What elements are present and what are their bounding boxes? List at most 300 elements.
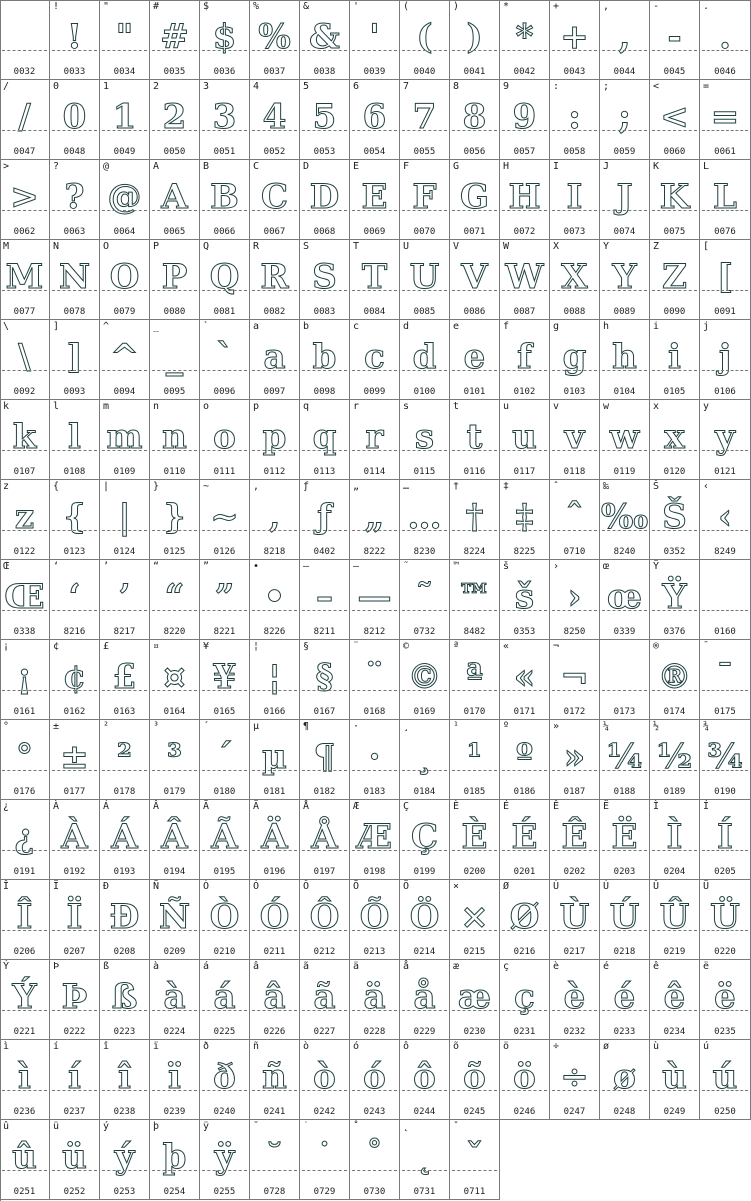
- glyph-code-label: 0104: [613, 387, 636, 397]
- glyph-character-label: ^: [103, 321, 110, 332]
- baseline-guide: [2, 370, 47, 371]
- glyph-cell: [350, 0, 400, 80]
- glyph-cell: [0, 880, 50, 960]
- glyph-sample: î: [118, 1057, 131, 1097]
- glyph-sample: t: [466, 417, 483, 457]
- glyph-sample: 6: [362, 97, 387, 137]
- glyph-sample: l: [68, 417, 81, 457]
- glyph-sample: ‹: [718, 497, 732, 537]
- glyph-character-label: |: [103, 481, 110, 492]
- glyph-cell: [100, 240, 150, 320]
- glyph-sample: ä: [363, 977, 386, 1017]
- glyph-cell: [350, 720, 400, 800]
- glyph-cell: [50, 720, 100, 800]
- glyph-character-label: z: [3, 481, 10, 492]
- glyph-code-label: 0198: [363, 867, 386, 877]
- glyph-sample: .: [719, 17, 731, 57]
- glyph-sample: ƒ: [317, 497, 332, 537]
- glyph-sample: š: [514, 577, 535, 617]
- glyph-code-label: 0728: [263, 1187, 286, 1197]
- glyph-character-label: è: [553, 961, 560, 972]
- glyph-cell: [100, 1040, 150, 1120]
- baseline-guide: [602, 930, 647, 931]
- glyph-code-label: 0076: [714, 227, 736, 237]
- glyph-character-label: 4: [253, 81, 260, 92]
- baseline-guide: [452, 1010, 497, 1011]
- glyph-sample: z: [14, 497, 35, 537]
- glyph-character-label: $: [203, 1, 210, 12]
- glyph-code-label: 8220: [163, 627, 186, 637]
- glyph-code-label: 0234: [663, 1027, 686, 1037]
- glyph-code-label: 0092: [13, 387, 36, 397]
- glyph-cell: [550, 0, 600, 80]
- glyph-code-label: 0051: [213, 147, 236, 157]
- glyph-character-label: £: [103, 641, 110, 652]
- glyph-sample: ˆ: [566, 497, 583, 537]
- glyph-code-label: 0044: [613, 67, 636, 77]
- glyph-sample: K: [659, 177, 690, 217]
- glyph-sample: ß: [111, 977, 138, 1017]
- glyph-code-label: 0032: [13, 67, 36, 77]
- glyph-cell: [400, 0, 450, 80]
- baseline-guide: [602, 370, 647, 371]
- glyph-sample: :: [568, 97, 581, 137]
- glyph-code-label: 0082: [263, 307, 286, 317]
- glyph-sample: h: [612, 337, 637, 377]
- glyph-code-label: 0055: [413, 147, 436, 157]
- glyph-sample: «: [513, 657, 536, 697]
- baseline-guide: [402, 530, 447, 531]
- glyph-code-label: 0077: [13, 307, 36, 317]
- glyph-cell: [50, 320, 100, 400]
- baseline-guide: [52, 1170, 97, 1171]
- glyph-code-label: 0103: [563, 387, 586, 397]
- glyph-code-label: 0117: [513, 467, 536, 477]
- glyph-character-label: …: [403, 481, 410, 492]
- baseline-guide: [352, 1170, 397, 1171]
- glyph-sample: -: [667, 17, 682, 57]
- glyph-sample: /: [18, 97, 31, 137]
- glyph-cell: [200, 720, 250, 800]
- glyph-sample: À: [61, 817, 88, 857]
- glyph-cell: [350, 1040, 400, 1120]
- glyph-character-label: ’: [103, 561, 110, 572]
- glyph-sample: r: [365, 417, 384, 457]
- glyph-code-label: 0178: [113, 787, 136, 797]
- glyph-code-label: 0240: [213, 1107, 236, 1117]
- glyph-character-label: Î: [3, 881, 10, 892]
- baseline-guide: [402, 1170, 447, 1171]
- glyph-code-label: 0200: [463, 867, 486, 877]
- glyph-code-label: 0068: [313, 227, 336, 237]
- glyph-sample: <: [660, 97, 689, 137]
- glyph-cell: [700, 720, 751, 800]
- glyph-cell: [650, 560, 700, 640]
- glyph-cell: [300, 160, 350, 240]
- glyph-character-label: Å: [303, 801, 310, 812]
- glyph-character-label: O: [103, 241, 110, 252]
- glyph-code-label: 0112: [263, 467, 286, 477]
- baseline-guide: [202, 290, 247, 291]
- glyph-character-label: ó: [353, 1041, 360, 1052]
- baseline-guide: [702, 290, 748, 291]
- glyph-sample: ã: [313, 977, 336, 1017]
- glyph-character-label: .: [703, 1, 710, 12]
- glyph-character-label: s: [403, 401, 410, 412]
- glyph-character-label: ö: [503, 1041, 510, 1052]
- glyph-sample: °: [16, 737, 33, 777]
- glyph-code-label: 0183: [363, 787, 386, 797]
- glyph-cell: [500, 800, 550, 880]
- glyph-cell: [450, 880, 500, 960]
- glyph-code-label: 0228: [363, 1027, 386, 1037]
- baseline-guide: [302, 290, 347, 291]
- glyph-sample: \: [18, 337, 31, 377]
- baseline-guide: [302, 930, 347, 931]
- glyph-character-label: ´: [203, 721, 210, 732]
- glyph-character-label: U: [403, 241, 410, 252]
- glyph-sample: [: [716, 257, 734, 297]
- glyph-cell: [100, 160, 150, 240]
- baseline-guide: [552, 850, 597, 851]
- baseline-guide: [102, 610, 147, 611]
- glyph-character-label: 7: [403, 81, 410, 92]
- baseline-guide: [52, 690, 97, 691]
- glyph-code-label: 0067: [263, 227, 286, 237]
- glyph-character-label: 9: [503, 81, 510, 92]
- glyph-cell: [500, 720, 550, 800]
- glyph-cell: [500, 560, 550, 640]
- glyph-code-label: 0120: [663, 467, 686, 477]
- glyph-sample: F: [412, 177, 437, 217]
- baseline-guide: [552, 290, 597, 291]
- glyph-character-label: ": [103, 1, 110, 12]
- glyph-cell: [200, 160, 250, 240]
- glyph-character-label: ,: [603, 1, 610, 12]
- glyph-cell: [450, 160, 500, 240]
- glyph-cell: [50, 560, 100, 640]
- glyph-cell: [150, 480, 200, 560]
- baseline-guide: [102, 50, 147, 51]
- baseline-guide: [552, 530, 597, 531]
- glyph-character-label: ×: [453, 881, 460, 892]
- glyph-code-label: 0073: [563, 227, 586, 237]
- glyph-sample: =: [710, 97, 740, 137]
- glyph-sample: ù: [662, 1057, 687, 1097]
- glyph-sample: º: [516, 737, 533, 777]
- glyph-character-label: Ë: [603, 801, 610, 812]
- glyph-sample: I: [566, 177, 583, 217]
- glyph-code-label: 0098: [313, 387, 336, 397]
- baseline-guide: [2, 1090, 47, 1091]
- glyph-sample: ú: [712, 1057, 738, 1097]
- glyph-sample: Ö: [409, 897, 440, 937]
- glyph-code-label: 0061: [714, 147, 736, 157]
- glyph-character-label: þ: [153, 1121, 160, 1132]
- glyph-character-label: ¯: [703, 641, 710, 652]
- glyph-character-label: Ú: [603, 881, 610, 892]
- glyph-character-label: &: [303, 1, 310, 12]
- glyph-character-label: K: [653, 161, 660, 172]
- glyph-code-label: 0376: [663, 627, 686, 637]
- baseline-guide: [102, 1010, 147, 1011]
- baseline-guide: [652, 130, 697, 131]
- glyph-character-label: e: [453, 321, 460, 332]
- glyph-cell: [250, 480, 300, 560]
- glyph-cell: [600, 80, 650, 160]
- glyph-code-label: 0050: [163, 147, 186, 157]
- glyph-code-label: 0171: [513, 707, 536, 717]
- baseline-guide: [502, 290, 547, 291]
- glyph-sample: a: [263, 337, 286, 377]
- glyph-sample: ‰: [600, 497, 649, 537]
- glyph-sample: ?: [64, 177, 85, 217]
- glyph-code-label: 0206: [13, 947, 36, 957]
- glyph-cell: [300, 1040, 350, 1120]
- glyph-character-label: [: [703, 241, 710, 252]
- glyph-character-label: ˚: [353, 1121, 360, 1132]
- glyph-character-label: Á: [103, 801, 110, 812]
- glyph-code-label: 0338: [13, 627, 36, 637]
- glyph-code-label: 0052: [263, 147, 286, 157]
- glyph-cell: [500, 880, 550, 960]
- baseline-guide: [152, 210, 197, 211]
- baseline-guide: [252, 930, 297, 931]
- glyph-cell: [300, 480, 350, 560]
- glyph-sample: í: [68, 1057, 81, 1097]
- glyph-cell: [700, 480, 751, 560]
- glyph-code-label: 0088: [563, 307, 586, 317]
- glyph-character-label: ñ: [253, 1041, 260, 1052]
- glyph-code-label: 8225: [513, 547, 536, 557]
- baseline-guide: [402, 130, 447, 131]
- glyph-cell: [650, 400, 700, 480]
- glyph-code-label: 0164: [163, 707, 186, 717]
- glyph-character-label: Þ: [53, 961, 60, 972]
- glyph-code-label: 0217: [563, 947, 586, 957]
- glyph-character-label: q: [303, 401, 310, 412]
- glyph-character-label: Ô: [303, 881, 310, 892]
- baseline-guide: [502, 930, 547, 931]
- glyph-code-label: 0090: [663, 307, 686, 317]
- glyph-sample: Á: [111, 817, 138, 857]
- glyph-character-label: Ð: [103, 881, 110, 892]
- glyph-code-label: 0174: [663, 707, 686, 717]
- baseline-guide: [152, 450, 197, 451]
- glyph-cell: [250, 1040, 300, 1120]
- glyph-sample: m: [106, 417, 143, 457]
- glyph-character-label: Œ: [3, 561, 10, 572]
- glyph-character-label: Ç: [403, 801, 410, 812]
- glyph-code-label: 0173: [613, 707, 636, 717]
- glyph-character-label: n: [153, 401, 160, 412]
- glyph-code-label: 0180: [213, 787, 236, 797]
- glyph-code-label: 0215: [463, 947, 486, 957]
- glyph-code-label: 0170: [463, 707, 486, 717]
- glyph-cell: [600, 560, 650, 640]
- baseline-guide: [52, 610, 97, 611]
- glyph-code-label: 0729: [313, 1187, 336, 1197]
- glyph-code-label: 0064: [113, 227, 136, 237]
- glyph-character-label: <: [653, 81, 660, 92]
- glyph-character-label: -: [653, 1, 660, 12]
- baseline-guide: [252, 450, 297, 451]
- glyph-code-label: 0195: [213, 867, 236, 877]
- glyph-cell: [0, 0, 50, 80]
- baseline-guide: [52, 850, 97, 851]
- glyph-character-label: h: [603, 321, 610, 332]
- baseline-guide: [302, 450, 347, 451]
- glyph-cell: [0, 320, 50, 400]
- glyph-sample: þ: [162, 1137, 187, 1177]
- baseline-guide: [402, 1010, 447, 1011]
- baseline-guide: [52, 930, 97, 931]
- baseline-guide: [552, 210, 597, 211]
- glyph-character-label: 0: [53, 81, 60, 92]
- glyph-cell: [50, 240, 100, 320]
- glyph-sample: %: [258, 17, 291, 57]
- glyph-sample: V: [461, 257, 488, 297]
- glyph-code-label: 0094: [113, 387, 136, 397]
- glyph-sample: ÷: [560, 1057, 589, 1097]
- glyph-sample: ˘: [266, 1137, 283, 1177]
- glyph-character-label: Ÿ: [653, 561, 660, 572]
- glyph-character-label: ¬: [553, 641, 560, 652]
- glyph-character-label: \: [3, 321, 10, 332]
- glyph-character-label: >: [3, 161, 10, 172]
- baseline-guide: [652, 930, 697, 931]
- glyph-cell: [300, 0, 350, 80]
- glyph-code-label: 0197: [313, 867, 336, 877]
- glyph-cell: [200, 640, 250, 720]
- glyph-code-label: 0079: [113, 307, 136, 317]
- glyph-cell: [400, 400, 450, 480]
- glyph-sample: ¯: [716, 657, 734, 697]
- glyph-cell: [550, 960, 600, 1040]
- glyph-character-label: R: [253, 241, 260, 252]
- glyph-code-label: 8216: [63, 627, 86, 637]
- baseline-guide: [202, 930, 247, 931]
- glyph-sample: Ñ: [158, 897, 191, 937]
- baseline-guide: [452, 850, 497, 851]
- glyph-character-label: 5: [303, 81, 310, 92]
- glyph-cell: [450, 1120, 500, 1200]
- glyph-sample: ê: [663, 977, 686, 1017]
- glyph-character-label: P: [153, 241, 160, 252]
- glyph-code-label: 0072: [513, 227, 536, 237]
- glyph-code-label: 0063: [63, 227, 86, 237]
- glyph-cell: [500, 1040, 550, 1120]
- glyph-code-label: 0220: [714, 947, 736, 957]
- glyph-cell: [100, 800, 150, 880]
- glyph-sample: k: [12, 417, 37, 457]
- baseline-guide: [52, 450, 97, 451]
- glyph-cell: [150, 240, 200, 320]
- glyph-sample: Y: [612, 257, 637, 297]
- glyph-cell: [700, 800, 751, 880]
- glyph-character-label: C: [253, 161, 260, 172]
- glyph-cell: [0, 800, 50, 880]
- glyph-sample: T: [361, 257, 388, 297]
- glyph-sample: Ô: [309, 897, 340, 937]
- baseline-guide: [702, 930, 748, 931]
- baseline-guide: [552, 450, 597, 451]
- glyph-character-label: ©: [403, 641, 410, 652]
- glyph-code-label: 0110: [163, 467, 186, 477]
- glyph-character-label: ä: [353, 961, 360, 972]
- glyph-character-label: ): [453, 1, 460, 12]
- glyph-sample: [700, 572, 750, 622]
- glyph-cell: [650, 80, 700, 160]
- glyph-code-label: 0239: [163, 1107, 186, 1117]
- glyph-sample: ö: [513, 1057, 536, 1097]
- baseline-guide: [302, 1010, 347, 1011]
- glyph-sample: ¹: [467, 737, 482, 777]
- glyph-code-label: 0224: [163, 1027, 186, 1037]
- glyph-character-label: L: [703, 161, 710, 172]
- baseline-guide: [352, 530, 397, 531]
- glyph-character-label: Y: [603, 241, 610, 252]
- glyph-sample: û: [12, 1137, 37, 1177]
- glyph-character-label: „: [353, 481, 360, 492]
- baseline-guide: [152, 930, 197, 931]
- baseline-guide: [702, 850, 748, 851]
- glyph-sample: 9: [512, 97, 537, 137]
- glyph-character-label: 6: [353, 81, 360, 92]
- glyph-sample: ”: [214, 577, 235, 617]
- glyph-sample: X: [561, 257, 588, 297]
- glyph-cell: [500, 0, 550, 80]
- glyph-character-label: Ù: [553, 881, 560, 892]
- glyph-sample: ì: [18, 1057, 31, 1097]
- glyph-sample: b: [312, 337, 337, 377]
- glyph-character-label: *: [503, 1, 510, 12]
- baseline-guide: [102, 370, 147, 371]
- baseline-guide: [202, 130, 247, 131]
- baseline-guide: [452, 50, 497, 51]
- glyph-sample: ¤: [163, 657, 186, 697]
- glyph-character-label: ù: [653, 1041, 660, 1052]
- glyph-cell: [150, 1040, 200, 1120]
- baseline-guide: [402, 370, 447, 371]
- glyph-character-label: á: [203, 961, 210, 972]
- glyph-character-label: /: [3, 81, 10, 92]
- glyph-code-label: 0086: [463, 307, 486, 317]
- glyph-character-label: v: [553, 401, 560, 412]
- glyph-code-label: 0167: [313, 707, 336, 717]
- glyph-code-label: 0108: [63, 467, 86, 477]
- glyph-sample: p: [262, 417, 287, 457]
- glyph-sample: ð: [213, 1057, 236, 1097]
- glyph-cell: [150, 800, 200, 880]
- baseline-guide: [502, 530, 547, 531]
- baseline-guide: [302, 1170, 347, 1171]
- glyph-code-label: 0236: [13, 1107, 36, 1117]
- glyph-character-label: V: [453, 241, 460, 252]
- glyph-code-label: 0097: [263, 387, 286, 397]
- glyph-code-label: 0191: [13, 867, 36, 877]
- glyph-cell: [600, 160, 650, 240]
- glyph-sample: 5: [312, 97, 337, 137]
- baseline-guide: [152, 290, 197, 291]
- glyph-sample: Ç: [410, 817, 439, 857]
- glyph-character-label: ˛: [403, 1121, 410, 1132]
- glyph-cell: [500, 480, 550, 560]
- baseline-guide: [652, 1090, 697, 1091]
- glyph-code-label: 0222: [63, 1027, 86, 1037]
- glyph-character-label: õ: [453, 1041, 460, 1052]
- glyph-sample: »: [563, 737, 586, 777]
